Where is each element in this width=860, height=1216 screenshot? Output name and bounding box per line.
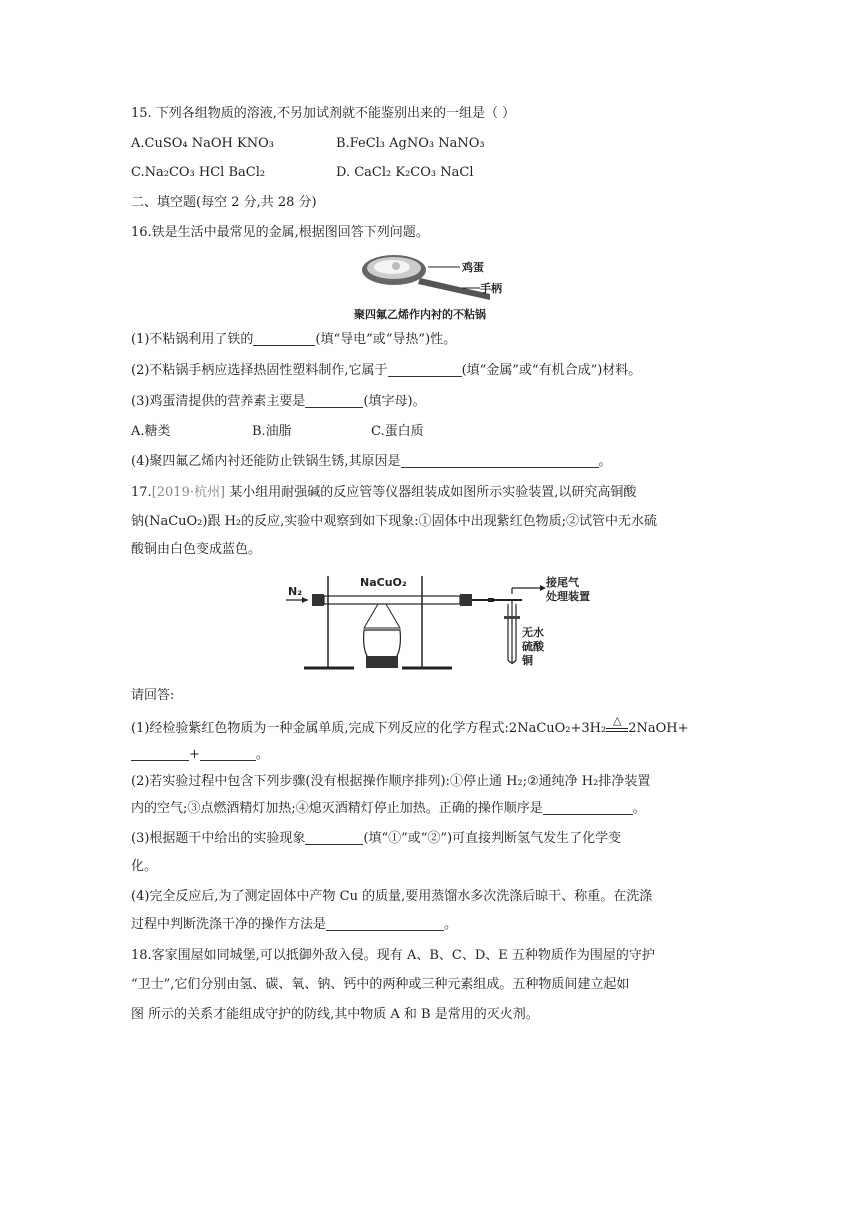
- heat-symbol: △: [613, 714, 622, 727]
- q16-option-c: C.蛋白质: [371, 424, 424, 439]
- stopper-left: [312, 594, 324, 606]
- q16-part3: (3)鸡蛋清提供的营养素主要是 (填字母)。: [131, 394, 426, 409]
- q17-part4-line1: (4)完全反应后,为了测定固体中产物 Cu 的质量,要用蒸馏水多次洗涤后晾干、称重。在洗涤: [131, 889, 653, 904]
- egg-label: 鸡蛋: [462, 261, 484, 274]
- q17-prompt: 请回答:: [131, 688, 175, 703]
- lamp-base: [366, 656, 398, 668]
- q17-line1: 17.[2019·杭州] 某小组用耐强碱的反应管等仪器组装成如图所示实验装置,以研究高铜酸: [131, 485, 637, 500]
- flame: [364, 604, 400, 628]
- q17-part2-line1: (2)若实验过程中包含下列步骤(没有根据操作顺序排列):①停止通 H₂;②通纯净 H₂排净装置: [131, 774, 651, 789]
- q16-blank-1[interactable]: [253, 331, 315, 346]
- q17-part2-line2: 内的空气;③点燃酒精灯加热;④熄灭酒精灯停止加热。正确的操作顺序是 。: [131, 801, 646, 816]
- reaction-tube: [324, 596, 460, 604]
- egg-white: [374, 260, 410, 274]
- q17-part3-line1: (3)根据题干中给出的实验现象 (填“①”或“②”)可直接判断氢气发生了化学变: [131, 831, 622, 846]
- cuso4-label-3: 铜: [522, 654, 533, 667]
- exhaust-label-1: 接尾气: [546, 576, 579, 589]
- q15-option-a: A.CuSO₄ NaOH KNO₃: [131, 136, 274, 151]
- q17-part1-cont: + 。: [131, 745, 269, 765]
- nonstick-pan-figure: [350, 252, 520, 324]
- reagent-label: NaCuO₂: [360, 576, 407, 589]
- q16-blank-3[interactable]: [305, 393, 363, 408]
- q17-line2: 钠(NaCuO₂)跟 H₂的反应,实验中观察到如下现象:①固体中出现紫红色物质;②试管中无水硫: [131, 514, 658, 529]
- q17-line3: 酸铜由白色变成蓝色。: [131, 542, 262, 557]
- q15-option-c: C.Na₂CO₃ HCl BaCl₂: [131, 165, 266, 180]
- stopper-right: [460, 594, 472, 606]
- q16-part1: (1)不粘锅利用了铁的 (填“导电”或“导热”)性。: [131, 332, 457, 347]
- cuso4-label-2: 硫酸: [522, 640, 544, 653]
- q17-blank-2[interactable]: [543, 800, 633, 815]
- q15-option-b: B.FeCl₃ AgNO₃ NaNO₃: [336, 136, 485, 151]
- q17-blank-4[interactable]: [326, 916, 444, 931]
- handle-label: 手柄: [480, 282, 502, 295]
- q15-stem: 15. 下列各组物质的溶液,不另加试剂就不能鉴别出来的一组是（ ）: [131, 106, 516, 121]
- q16-part4: (4)聚四氟乙烯内衬还能防止铁锅生锈,其原因是 。: [131, 454, 612, 469]
- q15-option-d: D. CaCl₂ K₂CO₃ NaCl: [336, 165, 474, 180]
- q16-blank-2[interactable]: [388, 362, 462, 377]
- q16-stem: 16.铁是生活中最常见的金属,根据图回答下列问题。: [131, 225, 429, 240]
- q17-part3-line2: 化。: [131, 859, 158, 874]
- q17-part4-line2: 过程中判断洗涤干净的操作方法是 。: [131, 917, 458, 932]
- alcohol-lamp: [364, 630, 401, 660]
- q16-option-a: A.糖类: [131, 424, 171, 439]
- q18-line2: “卫士”,它们分别由氢、碳、氧、钠、钙中的两种或三种元素组成。五种物质间建立起如: [131, 977, 630, 992]
- section-heading: 二、填空题(每空 2 分,共 28 分): [131, 195, 317, 210]
- q16-part2: (2)不粘锅手柄应选择热固性塑料制作,它属于 (填“金属”或“有机合成”)材料。: [131, 363, 642, 378]
- q18-line1: 18.客家围屋如同城堡,可以抵御外敌入侵。现有 A、B、C、D、E 五种物质作为围屋的守护: [131, 948, 655, 963]
- q16-blank-4[interactable]: [401, 453, 599, 468]
- q17-blank-3[interactable]: [305, 830, 363, 845]
- q17-blank-1b[interactable]: [200, 746, 256, 761]
- q17-source: [2019·杭州]: [151, 485, 226, 500]
- n2-label: N₂: [288, 585, 303, 598]
- cuso4-label-1: 无水: [522, 626, 544, 639]
- egg-yolk: [392, 262, 400, 270]
- q17-blank-1a[interactable]: [131, 746, 189, 761]
- q17-part1: (1)经检验紫红色物质为一种金属单质,完成下列反应的化学方程式:2NaCuO₂+3H₂ △ 2NaOH+: [131, 719, 689, 739]
- q18-line3: 图 所示的关系才能组成守护的防线,其中物质 A 和 B 是常用的灭火剂。: [131, 1007, 539, 1022]
- apparatus-figure: [282, 568, 602, 676]
- exhaust-label-2: 处理装置: [546, 590, 590, 603]
- q16-option-b: B.油脂: [252, 424, 292, 439]
- pan-caption: 聚四氟乙烯作内衬的不粘锅: [354, 308, 486, 321]
